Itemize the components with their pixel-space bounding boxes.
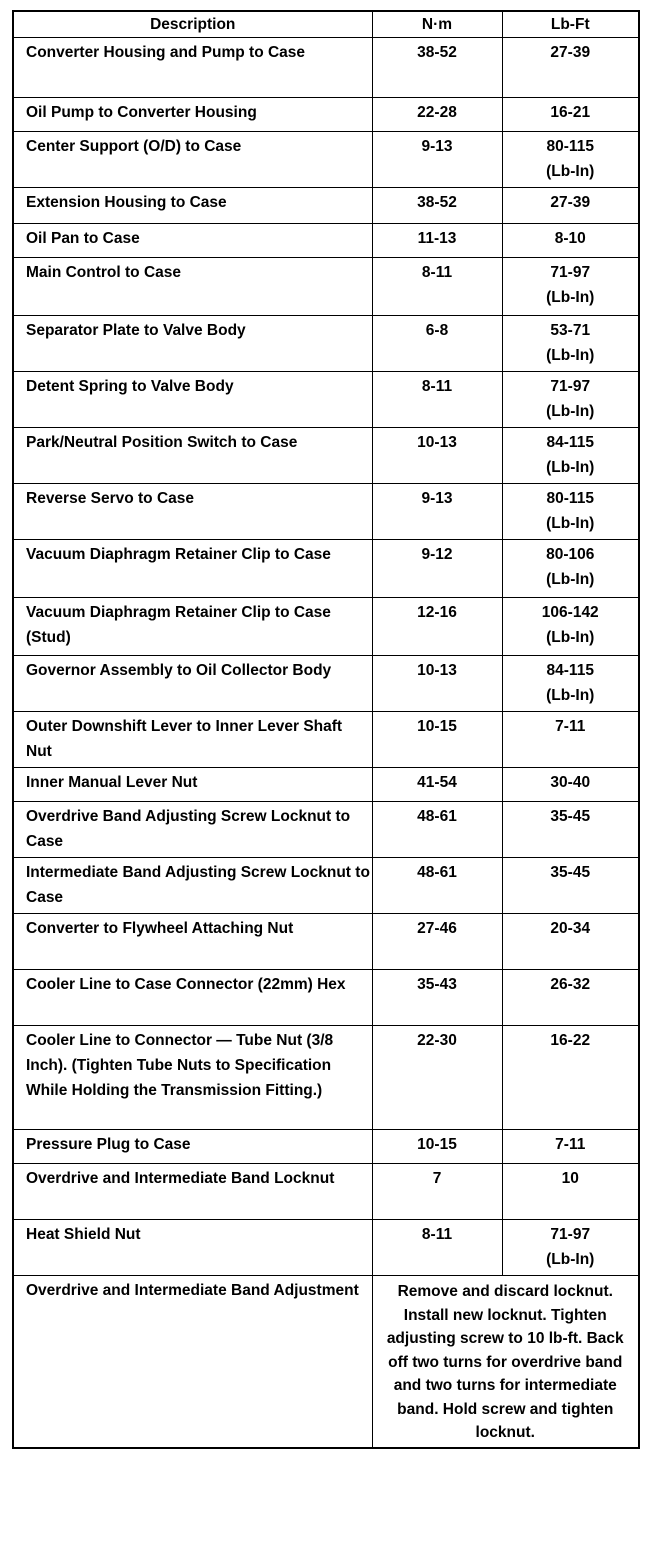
- row-lbft-value: 71-97: [550, 1226, 591, 1243]
- row-lbft-value: 71-97: [550, 378, 591, 395]
- row-description: Pressure Plug to Case: [13, 1130, 372, 1164]
- row-lbft-cell: [502, 914, 639, 970]
- row-lbft-cell: [502, 1220, 639, 1276]
- row-description: Oil Pump to Converter Housing: [13, 98, 372, 132]
- row-lbft-unit: (Lb-In): [546, 163, 595, 180]
- row-lbft-cell: [502, 428, 639, 484]
- row-nm-value: 11-13: [372, 224, 502, 258]
- row-description: Reverse Servo to Case: [13, 484, 372, 540]
- adjustment-row: [13, 1276, 639, 1448]
- row-description: Vacuum Diaphragm Retainer Clip to Case (Stud): [13, 598, 372, 656]
- row-lbft-value: 80-106: [546, 546, 595, 563]
- row-nm-value: 9-12: [372, 540, 502, 598]
- row-description: Oil Pan to Case: [13, 224, 372, 258]
- table-row: [13, 98, 639, 132]
- row-description: Converter to Flywheel Attaching Nut: [13, 914, 372, 970]
- torque-spec-table: [12, 10, 640, 1449]
- row-nm-value: 38-52: [372, 188, 502, 224]
- row-lbft-unit: (Lb-In): [546, 515, 595, 532]
- table-row: [13, 224, 639, 258]
- row-nm-value: 10-15: [372, 712, 502, 768]
- row-lbft-value: 106-142: [541, 604, 599, 621]
- row-nm-value: 9-13: [372, 132, 502, 188]
- row-lbft-unit: (Lb-In): [546, 347, 595, 364]
- row-lbft-cell: [502, 540, 639, 598]
- row-description: Outer Downshift Lever to Inner Lever Shaft Nut: [13, 712, 372, 768]
- row-nm-value: 22-30: [372, 1026, 502, 1130]
- table-row: [13, 484, 639, 540]
- header-row: [13, 11, 639, 38]
- table-row: [13, 428, 639, 484]
- row-lbft-value: 16-22: [550, 1032, 591, 1049]
- row-lbft-cell: [502, 598, 639, 656]
- row-nm-value: 48-61: [372, 858, 502, 914]
- row-lbft-value: 27-39: [550, 44, 591, 61]
- row-nm-value: 8-11: [372, 1220, 502, 1276]
- row-description: Overdrive Band Adjusting Screw Locknut to Case: [13, 802, 372, 858]
- row-lbft-value: 20-34: [550, 920, 591, 937]
- row-lbft-cell: [502, 970, 639, 1026]
- row-lbft-value: 84-115: [546, 434, 594, 451]
- row-lbft-cell: [502, 1164, 639, 1220]
- table-row: [13, 1220, 639, 1276]
- row-lbft-value: 10: [561, 1170, 579, 1187]
- row-lbft-unit: (Lb-In): [546, 629, 595, 646]
- row-lbft-cell: [502, 656, 639, 712]
- row-nm-value: 10-15: [372, 1130, 502, 1164]
- row-lbft-unit: (Lb-In): [546, 687, 595, 704]
- row-nm-value: 41-54: [372, 768, 502, 802]
- row-lbft-cell: [502, 98, 639, 132]
- table-row: [13, 38, 639, 98]
- table-row: [13, 1130, 639, 1164]
- table-row: [13, 258, 639, 316]
- table-body: [13, 38, 639, 1276]
- row-nm-value: 35-43: [372, 970, 502, 1026]
- row-lbft-value: 84-115: [546, 662, 594, 679]
- row-lbft-value: 53-71: [550, 322, 591, 339]
- row-description: Extension Housing to Case: [13, 188, 372, 224]
- header-description: Description: [13, 11, 372, 38]
- table-row: [13, 132, 639, 188]
- row-lbft-value: 35-45: [550, 864, 591, 881]
- row-lbft-value: 71-97: [550, 264, 591, 281]
- row-lbft-value: 16-21: [550, 104, 591, 121]
- row-lbft-unit: (Lb-In): [546, 1251, 595, 1268]
- row-lbft-cell: [502, 188, 639, 224]
- header-lbft: Lb-Ft: [502, 11, 639, 38]
- row-nm-value: 6-8: [372, 316, 502, 372]
- row-lbft-cell: [502, 858, 639, 914]
- row-lbft-cell: [502, 258, 639, 316]
- row-lbft-unit: (Lb-In): [546, 571, 595, 588]
- table-row: [13, 858, 639, 914]
- row-description: Vacuum Diaphragm Retainer Clip to Case: [13, 540, 372, 598]
- row-nm-value: 22-28: [372, 98, 502, 132]
- row-description: Cooler Line to Connector — Tube Nut (3/8 Inch). (Tighten Tube Nuts to Specification While Holding the Transmission Fitting.): [13, 1026, 372, 1130]
- row-lbft-cell: [502, 484, 639, 540]
- row-description: Park/Neutral Position Switch to Case: [13, 428, 372, 484]
- row-lbft-value: 80-115: [546, 138, 594, 155]
- row-lbft-value: 8-10: [554, 230, 586, 247]
- table-row: [13, 372, 639, 428]
- row-lbft-value: 27-39: [550, 194, 591, 211]
- row-nm-value: 12-16: [372, 598, 502, 656]
- adjustment-description: Overdrive and Intermediate Band Adjustment: [13, 1276, 372, 1448]
- row-nm-value: 10-13: [372, 656, 502, 712]
- row-nm-value: 8-11: [372, 372, 502, 428]
- row-description: Center Support (O/D) to Case: [13, 132, 372, 188]
- row-nm-value: 48-61: [372, 802, 502, 858]
- row-lbft-cell: [502, 316, 639, 372]
- row-lbft-cell: [502, 372, 639, 428]
- row-description: Inner Manual Lever Nut: [13, 768, 372, 802]
- table-row: [13, 914, 639, 970]
- row-nm-value: 7: [372, 1164, 502, 1220]
- row-lbft-cell: [502, 712, 639, 768]
- table-row: [13, 970, 639, 1026]
- row-lbft-value: 7-11: [555, 718, 586, 735]
- row-lbft-cell: [502, 224, 639, 258]
- row-lbft-value: 35-45: [550, 808, 591, 825]
- row-lbft-cell: [502, 1130, 639, 1164]
- row-description: Converter Housing and Pump to Case: [13, 38, 372, 98]
- row-description: Separator Plate to Valve Body: [13, 316, 372, 372]
- row-lbft-cell: [502, 38, 639, 98]
- row-lbft-value: 26-32: [550, 976, 591, 993]
- row-description: Overdrive and Intermediate Band Locknut: [13, 1164, 372, 1220]
- row-nm-value: 10-13: [372, 428, 502, 484]
- row-lbft-value: 7-11: [555, 1136, 586, 1153]
- header-nm: N·m: [372, 11, 502, 38]
- table-row: [13, 802, 639, 858]
- row-lbft-unit: (Lb-In): [546, 459, 595, 476]
- row-lbft-value: 80-115: [546, 490, 594, 507]
- table-row: [13, 316, 639, 372]
- table-row: [13, 598, 639, 656]
- row-lbft-unit: (Lb-In): [546, 289, 595, 306]
- row-nm-value: 8-11: [372, 258, 502, 316]
- table-row: [13, 656, 639, 712]
- row-description: Governor Assembly to Oil Collector Body: [13, 656, 372, 712]
- table-row: [13, 1026, 639, 1130]
- row-lbft-cell: [502, 1026, 639, 1130]
- row-lbft-value: 30-40: [550, 774, 591, 791]
- row-lbft-cell: [502, 132, 639, 188]
- adjustment-note: Remove and discard locknut. Install new locknut. Tighten adjusting screw to 10 lb-ft. Back off two turns for overdrive band and two turns for intermediate band. Hold screw and tighten locknut.: [372, 1276, 639, 1448]
- table-row: [13, 768, 639, 802]
- row-nm-value: 9-13: [372, 484, 502, 540]
- row-lbft-unit: (Lb-In): [546, 403, 595, 420]
- row-lbft-cell: [502, 802, 639, 858]
- table-row: [13, 188, 639, 224]
- row-description: Detent Spring to Valve Body: [13, 372, 372, 428]
- row-nm-value: 38-52: [372, 38, 502, 98]
- table-row: [13, 712, 639, 768]
- row-lbft-cell: [502, 768, 639, 802]
- row-description: Intermediate Band Adjusting Screw Locknut to Case: [13, 858, 372, 914]
- row-description: Main Control to Case: [13, 258, 372, 316]
- table-row: [13, 1164, 639, 1220]
- table-row: [13, 540, 639, 598]
- row-description: Cooler Line to Case Connector (22mm) Hex: [13, 970, 372, 1026]
- row-nm-value: 27-46: [372, 914, 502, 970]
- row-description: Heat Shield Nut: [13, 1220, 372, 1276]
